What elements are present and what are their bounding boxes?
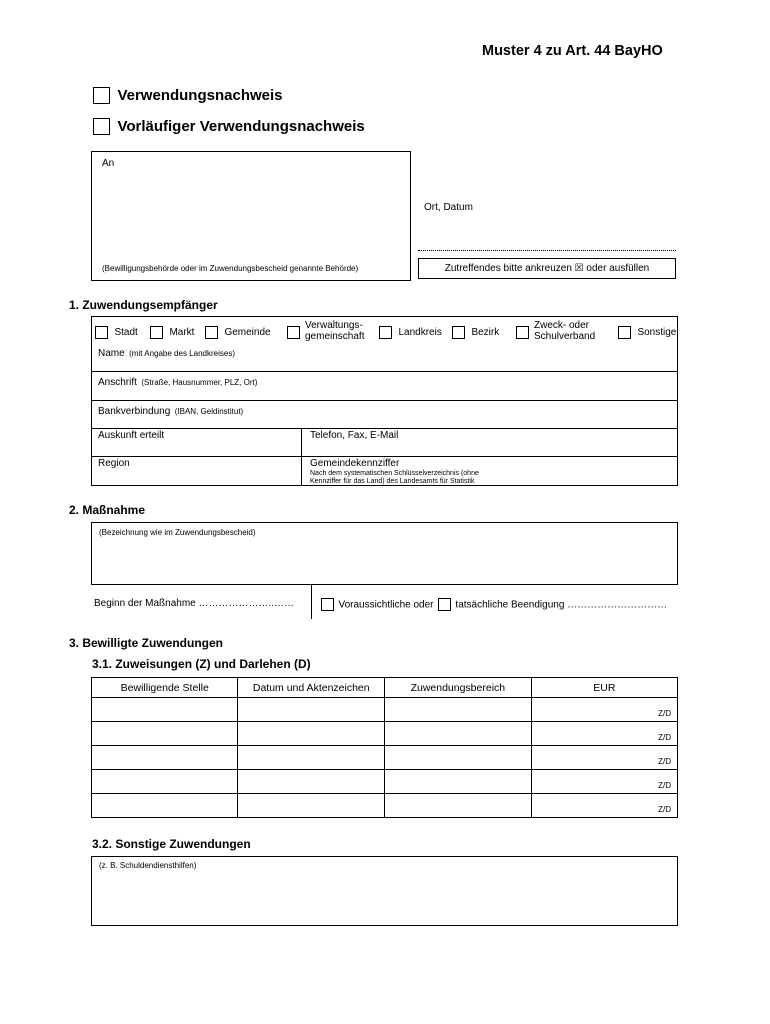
zd-marker[interactable]: Z/D xyxy=(531,794,677,818)
divider xyxy=(92,456,677,457)
recipient-address-box[interactable] xyxy=(91,151,411,281)
column-header: EUR xyxy=(531,678,677,698)
zd-marker[interactable]: Z/D xyxy=(531,746,677,770)
zd-marker[interactable]: Z/D xyxy=(531,698,677,722)
checkbox[interactable] xyxy=(516,326,529,339)
other-grants-box[interactable] xyxy=(91,856,678,926)
doc-type-option-2[interactable] xyxy=(93,118,365,136)
checkbox-actual[interactable] xyxy=(438,598,451,611)
table-cell[interactable] xyxy=(92,794,238,818)
measure-description-box[interactable] xyxy=(91,522,678,585)
table-row[interactable] xyxy=(92,722,678,746)
municipal-code-hint: Nach dem systematischen Schlüsselverzeichnis (ohne Kennziffer für das Land) des Landesamts für Statistik xyxy=(310,470,479,485)
place-date-label: Ort, Datum xyxy=(424,202,473,213)
type-landkreis[interactable] xyxy=(379,324,442,342)
column-header: Zuwendungsbereich xyxy=(385,678,532,698)
recipient-an-label: An xyxy=(102,158,115,169)
table-cell[interactable] xyxy=(92,746,238,770)
type-markt[interactable] xyxy=(150,324,194,342)
type-label: Markt xyxy=(169,327,195,339)
section-1-title: 1. Zuwendungsempfänger xyxy=(69,298,218,312)
place-date-line[interactable] xyxy=(418,250,676,251)
bank-field-label: Bankverbindung (IBAN, Geldinstitut) xyxy=(98,406,244,417)
section-3-2-title: 3.2. Sonstige Zuwendungen xyxy=(92,837,251,851)
section-3-1-title: 3.1. Zuweisungen (Z) und Darlehen (D) xyxy=(92,657,311,671)
table-cell[interactable] xyxy=(238,770,385,794)
table-row[interactable] xyxy=(92,794,678,818)
section-1-table xyxy=(91,316,678,486)
table-cell[interactable] xyxy=(92,770,238,794)
end-label-2: tatsächliche Beendigung ………………………… xyxy=(455,599,668,611)
type-stadt[interactable] xyxy=(95,324,138,342)
table-cell[interactable] xyxy=(385,746,532,770)
table-row[interactable] xyxy=(92,770,678,794)
type-gemeinde[interactable] xyxy=(205,324,271,342)
measure-end-field[interactable] xyxy=(321,596,667,614)
type-label: Stadt xyxy=(114,327,138,339)
checkbox[interactable] xyxy=(205,326,218,339)
section-2-title: 2. Maßnahme xyxy=(69,503,146,517)
checkbox[interactable] xyxy=(95,326,108,339)
table-cell[interactable] xyxy=(385,698,532,722)
table-cell[interactable] xyxy=(385,770,532,794)
table-cell[interactable] xyxy=(92,698,238,722)
table-cell[interactable] xyxy=(238,746,385,770)
doc-type-label-1: Verwendungsnachweis xyxy=(117,87,283,105)
checkbox[interactable] xyxy=(93,87,110,104)
type-label: Bezirk xyxy=(471,327,500,339)
end-label-1: Voraussichtliche oder xyxy=(338,599,434,611)
table-cell[interactable] xyxy=(238,722,385,746)
zd-marker[interactable]: Z/D xyxy=(531,722,677,746)
type-zv-label: Zweck- oder Schulverband xyxy=(534,320,596,342)
table-cell[interactable] xyxy=(385,794,532,818)
name-field-label: Name (mit Angabe des Landkreises) xyxy=(98,348,235,359)
info-field-label: Auskunft erteilt xyxy=(98,430,165,441)
municipal-code-label: Gemeindekennziffer xyxy=(310,458,400,469)
measure-hint: (Bezeichnung wie im Zuwendungsbescheid) xyxy=(99,528,256,537)
checkbox[interactable] xyxy=(379,326,392,339)
doc-type-option-1[interactable] xyxy=(93,87,283,105)
column-header: Datum und Aktenzeichen xyxy=(238,678,385,698)
checkbox-expected[interactable] xyxy=(321,598,334,611)
zd-marker[interactable]: Z/D xyxy=(531,770,677,794)
measure-start-label[interactable]: Beginn der Maßnahme …………………..…… xyxy=(94,598,295,609)
other-grants-hint: (z. B. Schuldendiensthilfen) xyxy=(99,861,197,870)
type-sonstige[interactable] xyxy=(618,324,676,342)
table-cell[interactable] xyxy=(238,794,385,818)
divider xyxy=(92,428,677,429)
recipient-footnote: (Bewilligungsbehörde oder im Zuwendungsbescheid genannte Behörde) xyxy=(102,264,359,273)
grants-table xyxy=(91,677,678,818)
table-header-row xyxy=(92,678,678,698)
checkbox[interactable] xyxy=(150,326,163,339)
type-label: Gemeinde xyxy=(224,327,271,339)
checkbox[interactable] xyxy=(618,326,631,339)
table-cell[interactable] xyxy=(385,722,532,746)
vertical-divider xyxy=(311,585,312,619)
type-label: Landkreis xyxy=(398,327,442,339)
type-label: Sonstige xyxy=(637,327,677,339)
table-row[interactable] xyxy=(92,746,678,770)
table-cell[interactable] xyxy=(92,722,238,746)
column-header: Bewilligende Stelle xyxy=(92,678,238,698)
type-verwaltungsgemeinschaft[interactable] xyxy=(287,324,300,342)
table-row[interactable] xyxy=(92,698,678,722)
type-bezirk[interactable] xyxy=(452,324,499,342)
type-vg-label: Verwaltungs- gemeinschaft xyxy=(305,320,365,342)
phone-field-label: Telefon, Fax, E-Mail xyxy=(310,430,399,441)
checkbox[interactable] xyxy=(452,326,465,339)
type-zweckverband[interactable] xyxy=(516,324,529,342)
checkbox[interactable] xyxy=(287,326,300,339)
doc-type-label-2: Vorläufiger Verwendungsnachweis xyxy=(117,118,365,136)
checkbox[interactable] xyxy=(93,118,110,135)
instruction-box: Zutreffendes bitte ankreuzen ☒ oder ausfüllen xyxy=(418,258,676,279)
region-field-label: Region xyxy=(98,458,130,469)
form-reference: Muster 4 zu Art. 44 BayHO xyxy=(482,43,663,59)
section-3-title: 3. Bewilligte Zuwendungen xyxy=(69,636,224,650)
table-cell[interactable] xyxy=(238,698,385,722)
address-field-label: Anschrift (Straße, Hausnummer, PLZ, Ort) xyxy=(98,377,258,388)
